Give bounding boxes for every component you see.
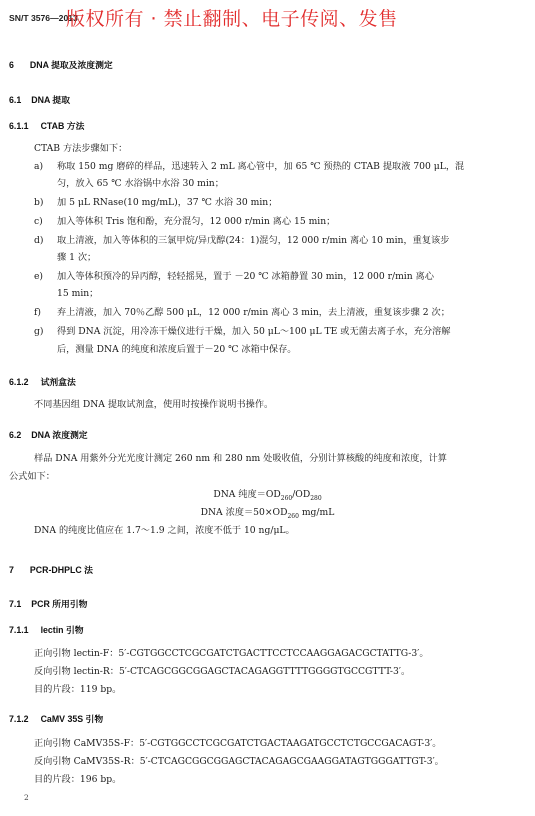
section-title: lectin 引物 (40, 625, 84, 635)
section-7-1-2-heading (9, 712, 103, 725)
step-c-label: c) (34, 216, 43, 227)
standard-number: SN/T 3576—2013 (9, 13, 78, 23)
ctab-intro: CTAB 方法步骤如下： (34, 143, 128, 154)
section-number: 6 (9, 60, 14, 70)
section-title: DNA 提取及浓度测定 (29, 60, 113, 70)
lectin-target-fragment: 目的片段：119 bp。 (34, 684, 122, 695)
lectin-reverse-primer: 反向引物 lectin-R：5′-CTCAGCGGCGGAGCTACAGAGGTTTTGGGGTGCCGTTT-3′。 (34, 666, 411, 677)
step-g-text: 得到 DNA 沉淀，用冷冻干燥仪进行干燥，加入 50 μL～100 μL TE 或无菌去离子水，充分溶解 (57, 326, 451, 337)
purity-requirement: DNA 的纯度比值应在 1.7～1.9 之间，浓度不低于 10 ng/μL。 (34, 525, 295, 536)
section-7-1-1-heading (9, 623, 84, 636)
section-number: 7.1.2 (9, 714, 29, 724)
step-e-label: e) (34, 271, 44, 282)
section-6-heading (9, 58, 113, 71)
section-title: DNA 浓度测定 (31, 430, 88, 440)
section-7-1-heading (9, 597, 87, 610)
step-f-label: f) (34, 307, 41, 318)
section-number: 6.1 (9, 95, 22, 105)
lectin-forward-primer: 正向引物 lectin-F：5′-CGTGGCCTCGCGATCTGACTTCCTCCAAGGAGACGCTATTG-3′。 (34, 648, 429, 659)
section-number: 7.1 (9, 599, 22, 609)
section-title: PCR-DHPLC 法 (29, 565, 93, 575)
camv-target-fragment: 目的片段：196 bp。 (34, 774, 122, 785)
step-b-label: b) (34, 197, 44, 208)
section-title: 试剂盒法 (40, 377, 76, 387)
step-a-label: a) (34, 161, 44, 172)
camv-reverse-primer: 反向引物 CaMV35S-R：5′-CTCAGCGGCGGAGCTACAGAGCGAAGGATAGTGGGATTGT-3′。 (34, 756, 444, 767)
section-title: CTAB 方法 (40, 121, 85, 131)
section-number: 7.1.1 (9, 625, 29, 635)
section-number: 6.1.2 (9, 377, 29, 387)
section-6-2-heading (9, 428, 88, 441)
step-a-text-cont: 匀，放入 65 ℃ 水浴锅中水浴 30 min； (57, 178, 224, 189)
section-number: 6.2 (9, 430, 22, 440)
section-number: 7 (9, 565, 14, 575)
step-c-text: 加入等体积 Tris 饱和酚，充分混匀，12 000 r/min 离心 15 min； (57, 216, 336, 227)
concentration-text: 样品 DNA 用紫外分光光度计测定 260 nm 和 280 nm 处吸收值，分别计算核酸的纯度和浓度，计算 (34, 453, 447, 464)
step-g-label: g) (34, 326, 44, 337)
step-a-text: 称取 150 mg 磨碎的样品，迅速转入 2 mL 离心管中，加 65 ℃ 预热的 CTAB 提取液 700 μL，混 (57, 161, 465, 172)
step-b-text: 加 5 μL RNase(10 mg/mL)，37 ℃ 水浴 30 min； (57, 197, 278, 208)
step-d-label: d) (34, 235, 44, 246)
step-d-text-cont: 骤 1 次； (57, 252, 97, 263)
purity-formula: DNA 纯度$=OD_{260}/OD_{280}$ (213, 489, 322, 502)
concentration-formula: DNA 浓度$=50\times OD_{260}$ mg/mL (200, 507, 335, 520)
concentration-text-cont: 公式如下： (9, 471, 55, 482)
section-title: DNA 提取 (31, 95, 71, 105)
section-title: PCR 所用引物 (31, 599, 88, 609)
kit-method-text: 不同基因组 DNA 提取试剂盒，使用时按操作说明书操作。 (34, 399, 274, 410)
section-number: 6.1.1 (9, 121, 29, 131)
section-6-1-2-heading (9, 375, 76, 388)
page-number: 2 (24, 793, 29, 802)
section-title: CaMV 35S 引物 (40, 714, 104, 724)
section-6-1-1-heading (9, 119, 84, 132)
step-g-text-cont: 后，测量 DNA 的纯度和浓度后置于－20 ℃ 冰箱中保存。 (57, 344, 297, 355)
step-e-text: 加入等体积预冷的异丙醇，轻轻摇晃，置于 －20 ℃ 冰箱静置 30 min，12 000 r/min 离心 (57, 271, 434, 282)
section-7-heading (9, 563, 93, 576)
step-d-text: 取上清液，加入等体积的三氯甲烷/异戊醇(24：1)混匀，12 000 r/min 离心 10 min，重复该步 (57, 235, 450, 246)
camv-forward-primer: 正向引物 CaMV35S-F：5′-CGTGGCCTCGCGATCTGACTAAGATGCCTCTGCCGACAGT-3′。 (34, 738, 442, 749)
step-f-text: 弃上清液，加入 70％乙醇 500 μL，12 000 r/min 离心 3 min，去上清液，重复该步骤 2 次； (57, 307, 450, 318)
copyright-watermark: 版权所有 · 禁止翻制、电子传阅、发售 (66, 8, 398, 30)
section-6-1-heading (9, 93, 70, 106)
step-e-text-cont: 15 min； (57, 288, 99, 299)
